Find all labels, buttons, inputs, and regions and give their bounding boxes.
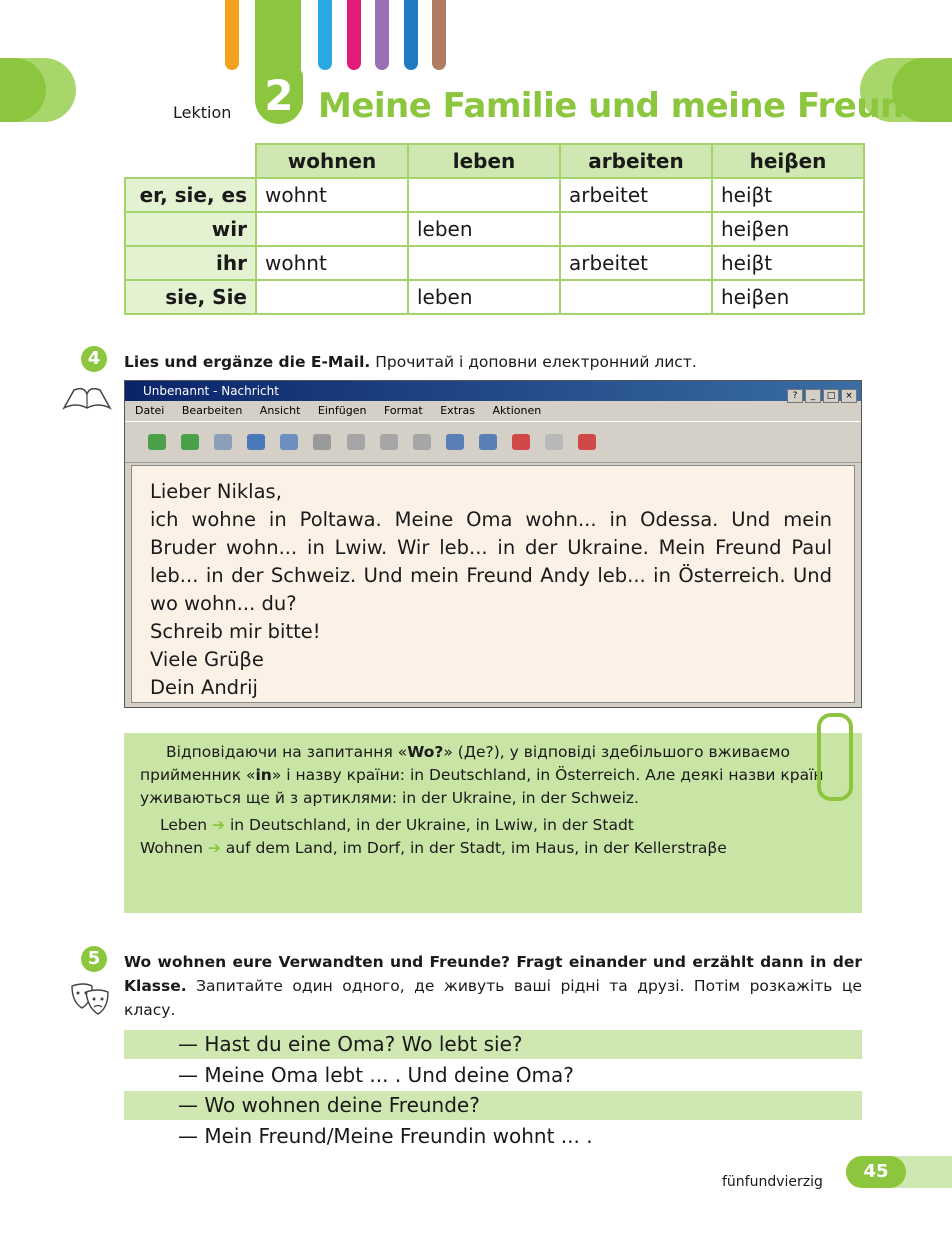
menu-einfuegen[interactable]: Einfügen <box>317 404 367 417</box>
email-body[interactable] <box>131 465 855 703</box>
exercise-4-badge: 4 <box>81 346 107 372</box>
pronoun-cell: wir <box>125 212 256 246</box>
toolbar <box>125 421 861 463</box>
attach-icon[interactable] <box>413 434 431 450</box>
exercise-5-instruction <box>124 950 862 1022</box>
arrow-right-icon: ➔ <box>212 816 226 834</box>
page-number: 45 <box>846 1156 906 1188</box>
email-closing: Viele Grüβe <box>150 648 264 671</box>
maximize-button[interactable]: □ <box>823 389 839 403</box>
window-titlebar <box>125 381 861 401</box>
table-cell[interactable]: heiβen <box>712 212 864 246</box>
table-corner <box>125 144 256 178</box>
table-cell[interactable] <box>256 212 408 246</box>
exercise-4-instruction <box>124 350 864 374</box>
email-signature: Dein Andrij <box>150 676 258 699</box>
instruction-rest: Прочитай і доповни електронний лист. <box>370 353 697 371</box>
dialogue-text: — Mein Freund/Meine Freundin wohnt ... . <box>178 1124 593 1148</box>
note-text-a: Відповідаючи на запитання « <box>166 743 408 761</box>
window-title: Unbenannt - Nachricht <box>143 384 279 398</box>
table-cell[interactable]: heiβt <box>712 178 864 212</box>
arrow-right-icon: ➔ <box>207 839 221 857</box>
table-cell[interactable] <box>560 280 712 314</box>
undo-icon[interactable] <box>313 434 331 450</box>
table-cell[interactable]: arbeitet <box>560 178 712 212</box>
stripe-orange <box>225 0 239 70</box>
email-text <box>132 466 854 702</box>
paperclip-icon <box>817 713 853 801</box>
stripe-blue <box>404 0 418 70</box>
note-paragraph <box>140 741 840 810</box>
help-button[interactable]: ? <box>787 389 803 403</box>
email-window <box>124 380 862 708</box>
instruction-rest: Запитайте один одного, де живуть ваші рідні та друзі. Потім розкажіть це класу. <box>124 977 862 1019</box>
table-cell[interactable] <box>560 212 712 246</box>
table-row <box>125 178 864 212</box>
note-leben-line <box>140 814 840 837</box>
priority-high-icon[interactable] <box>446 434 464 450</box>
note-wo: Wo? <box>407 743 444 761</box>
dialogue-line <box>124 1091 862 1120</box>
table-cell[interactable] <box>408 246 560 280</box>
menu-datei[interactable]: Datei <box>135 404 165 417</box>
column-header: arbeiten <box>560 144 712 178</box>
check-icon[interactable] <box>380 434 398 450</box>
exercise-5-badge: 5 <box>81 946 107 972</box>
window-controls <box>785 384 857 404</box>
menu-aktionen[interactable]: Aktionen <box>492 404 542 417</box>
table-header-row <box>125 144 864 178</box>
table-cell[interactable]: heiβen <box>712 280 864 314</box>
menu-extras[interactable]: Extras <box>440 404 476 417</box>
wohnen-word: Wohnen <box>140 839 203 857</box>
torn-edge <box>124 893 862 915</box>
stripe-cyan <box>318 0 332 70</box>
dialogue-text: — Wo wohnen deine Freunde? <box>178 1093 480 1117</box>
table-cell[interactable]: leben <box>408 212 560 246</box>
table-cell[interactable] <box>408 178 560 212</box>
pronoun-cell: ihr <box>125 246 256 280</box>
menu-bar <box>125 401 861 421</box>
dialogue-line <box>124 1122 862 1151</box>
stripe-magenta <box>347 0 361 70</box>
column-header: heiβen <box>712 144 864 178</box>
stripe-brown <box>432 0 446 70</box>
table-row <box>125 212 864 246</box>
page-title: Meine Familie und meine Freunde <box>318 86 951 126</box>
cut-icon[interactable] <box>214 434 232 450</box>
email-paragraph: ich wohne in Poltawa. Meine Oma wohn... in Odessa. Und mein Bruder wohn... in Lwiw. Wir leb... in der Ukraine. Mein Freund Paul leb... in der Schweiz. Und mein Freund Andy leb... in Österreich. Und wo wohn... du? <box>150 508 832 615</box>
email-request: Schreib mir bitte! <box>150 620 321 643</box>
email-greeting: Lieber Niklas, <box>150 480 282 503</box>
options-icon[interactable] <box>578 434 596 450</box>
lektion-label: Lektion <box>173 103 232 122</box>
priority-low-icon[interactable] <box>479 434 497 450</box>
stripe-purple <box>375 0 389 70</box>
table-cell[interactable]: arbeitet <box>560 246 712 280</box>
open-book-icon <box>62 382 112 416</box>
pronoun-cell: sie, Sie <box>125 280 256 314</box>
theater-masks-icon <box>70 982 110 1022</box>
note-text-b: » (Де?), у відповіді здебільшого вживаємо прийменник « <box>140 743 790 784</box>
dialogue-line <box>124 1061 862 1090</box>
table-row <box>125 280 864 314</box>
conjugation-table <box>124 143 865 315</box>
dialogue-text: — Hast du eine Oma? Wo lebt sie? <box>178 1032 523 1056</box>
table-cell[interactable] <box>256 280 408 314</box>
note-in: in <box>255 766 272 784</box>
lesson-number: 2 <box>255 68 303 124</box>
wohnen-text: auf dem Land, im Dorf, in der Stadt, im Haus, in der Kellerstraβe <box>225 839 727 857</box>
stripe-green <box>255 0 301 78</box>
menu-ansicht[interactable]: Ansicht <box>259 404 301 417</box>
minimize-button[interactable]: _ <box>805 389 821 403</box>
signature-icon[interactable] <box>545 434 563 450</box>
instruction-bold: Wo wohnen eure Verwandten und Freunde? Fragt einander und erzählt dann in der Klasse. <box>124 953 862 995</box>
send-icon[interactable] <box>148 434 166 450</box>
note-wohnen-line <box>140 837 840 860</box>
paste-icon[interactable] <box>280 434 298 450</box>
grammar-note <box>124 733 862 913</box>
save-icon[interactable] <box>181 434 199 450</box>
dialogue-text: — Meine Oma lebt ... . Und deine Oma? <box>178 1063 574 1087</box>
note-text <box>140 741 840 860</box>
table-cell[interactable]: wohnt <box>256 178 408 212</box>
menu-bearbeiten[interactable]: Bearbeiten <box>181 404 243 417</box>
menu-format[interactable]: Format <box>383 404 423 417</box>
note-text-c: » і назву країни: in Deutschland, in Österreich. Але деякі назви країн уживаються ще й з артиклями: in der Ukraine, in der Schweiz. <box>140 766 824 807</box>
column-header: wohnen <box>256 144 408 178</box>
copy-icon[interactable] <box>247 434 265 450</box>
pronoun-cell: er, sie, es <box>125 178 256 212</box>
table-cell[interactable]: wohnt <box>256 246 408 280</box>
leben-word: Leben <box>160 816 208 834</box>
table-row <box>125 246 864 280</box>
dialogue-line <box>124 1030 862 1059</box>
address-icon[interactable] <box>347 434 365 450</box>
table-cell[interactable]: heiβt <box>712 246 864 280</box>
column-header: leben <box>408 144 560 178</box>
close-button[interactable]: × <box>841 389 857 403</box>
flag-icon[interactable] <box>512 434 530 450</box>
page-number-word: fünfundvierzig <box>722 1174 823 1190</box>
instruction-bold: Lies und ergänze die E-Mail. <box>124 353 371 371</box>
table-cell[interactable]: leben <box>408 280 560 314</box>
leben-text: in Deutschland, in der Ukraine, in Lwiw, in der Stadt <box>229 816 634 834</box>
